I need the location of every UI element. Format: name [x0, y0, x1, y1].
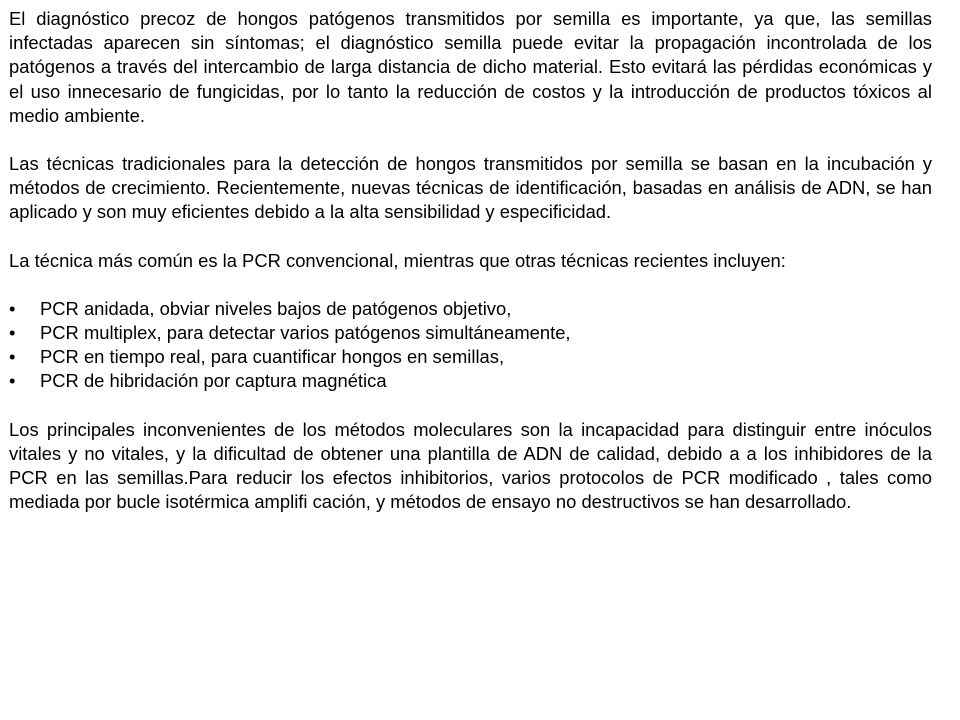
list-item-text: PCR de hibridación por captura magnética	[40, 370, 387, 392]
bullet-marker: •	[9, 370, 16, 392]
list-item	[9, 297, 932, 321]
bullet-marker: •	[9, 322, 16, 344]
slide-text-body	[9, 7, 932, 538]
bullet-marker: •	[9, 297, 16, 319]
paragraph-drawbacks: Los principales inconvenientes de los métodos moleculares son la incapacidad para distinguir entre inóculos vitales y no vitales, y la dificultad de obtener una plantilla de ADN de calidad, debido a a los inhibidores de la PCR en las semillas.Para reducir los efectos inhibitorios, varios protocolos de PCR modificado , tales como mediada por bucle isotérmica amplifi cación, y métodos de ensayo no destructivos se han desarrollado.	[9, 418, 932, 513]
paragraph-early-diagnosis: El diagnóstico precoz de hongos patógenos transmitidos por semilla es importante, ya que, las semillas infectadas aparecen sin síntomas; el diagnóstico semilla puede evitar la propagación incontrolada de los patógenos a través del intercambio de larga distancia de dicho material. Esto evitará las pérdidas económicas y el uso innecesario de fungicidas, por lo tanto la reducción de costos y la introducción de productos tóxicos al medio ambiente.	[9, 8, 932, 126]
list-item	[9, 321, 932, 345]
paragraph-pcr-intro: La técnica más común es la PCR convencional, mientras que otras técnicas recientes incluyen:	[9, 249, 786, 271]
list-item-text: PCR anidada, obviar niveles bajos de patógenos objetivo,	[40, 297, 512, 319]
bullet-marker: •	[9, 346, 16, 368]
list-item-text: PCR en tiempo real, para cuantificar hongos en semillas,	[40, 346, 505, 368]
list-item	[9, 369, 932, 393]
paragraph-traditional-techniques: Las técnicas tradicionales para la detección de hongos transmitidos por semilla se basan en la incubación y métodos de crecimiento. Recientemente, nuevas técnicas de identificación, basadas en análisis de ADN, se han aplicado y son muy eficientes debido a la alta sensibilidad y especificidad.	[9, 153, 932, 223]
pcr-techniques-list	[9, 297, 932, 394]
list-item-text: PCR multiplex, para detectar varios patógenos simultáneamente,	[40, 322, 571, 344]
list-item	[9, 345, 932, 369]
